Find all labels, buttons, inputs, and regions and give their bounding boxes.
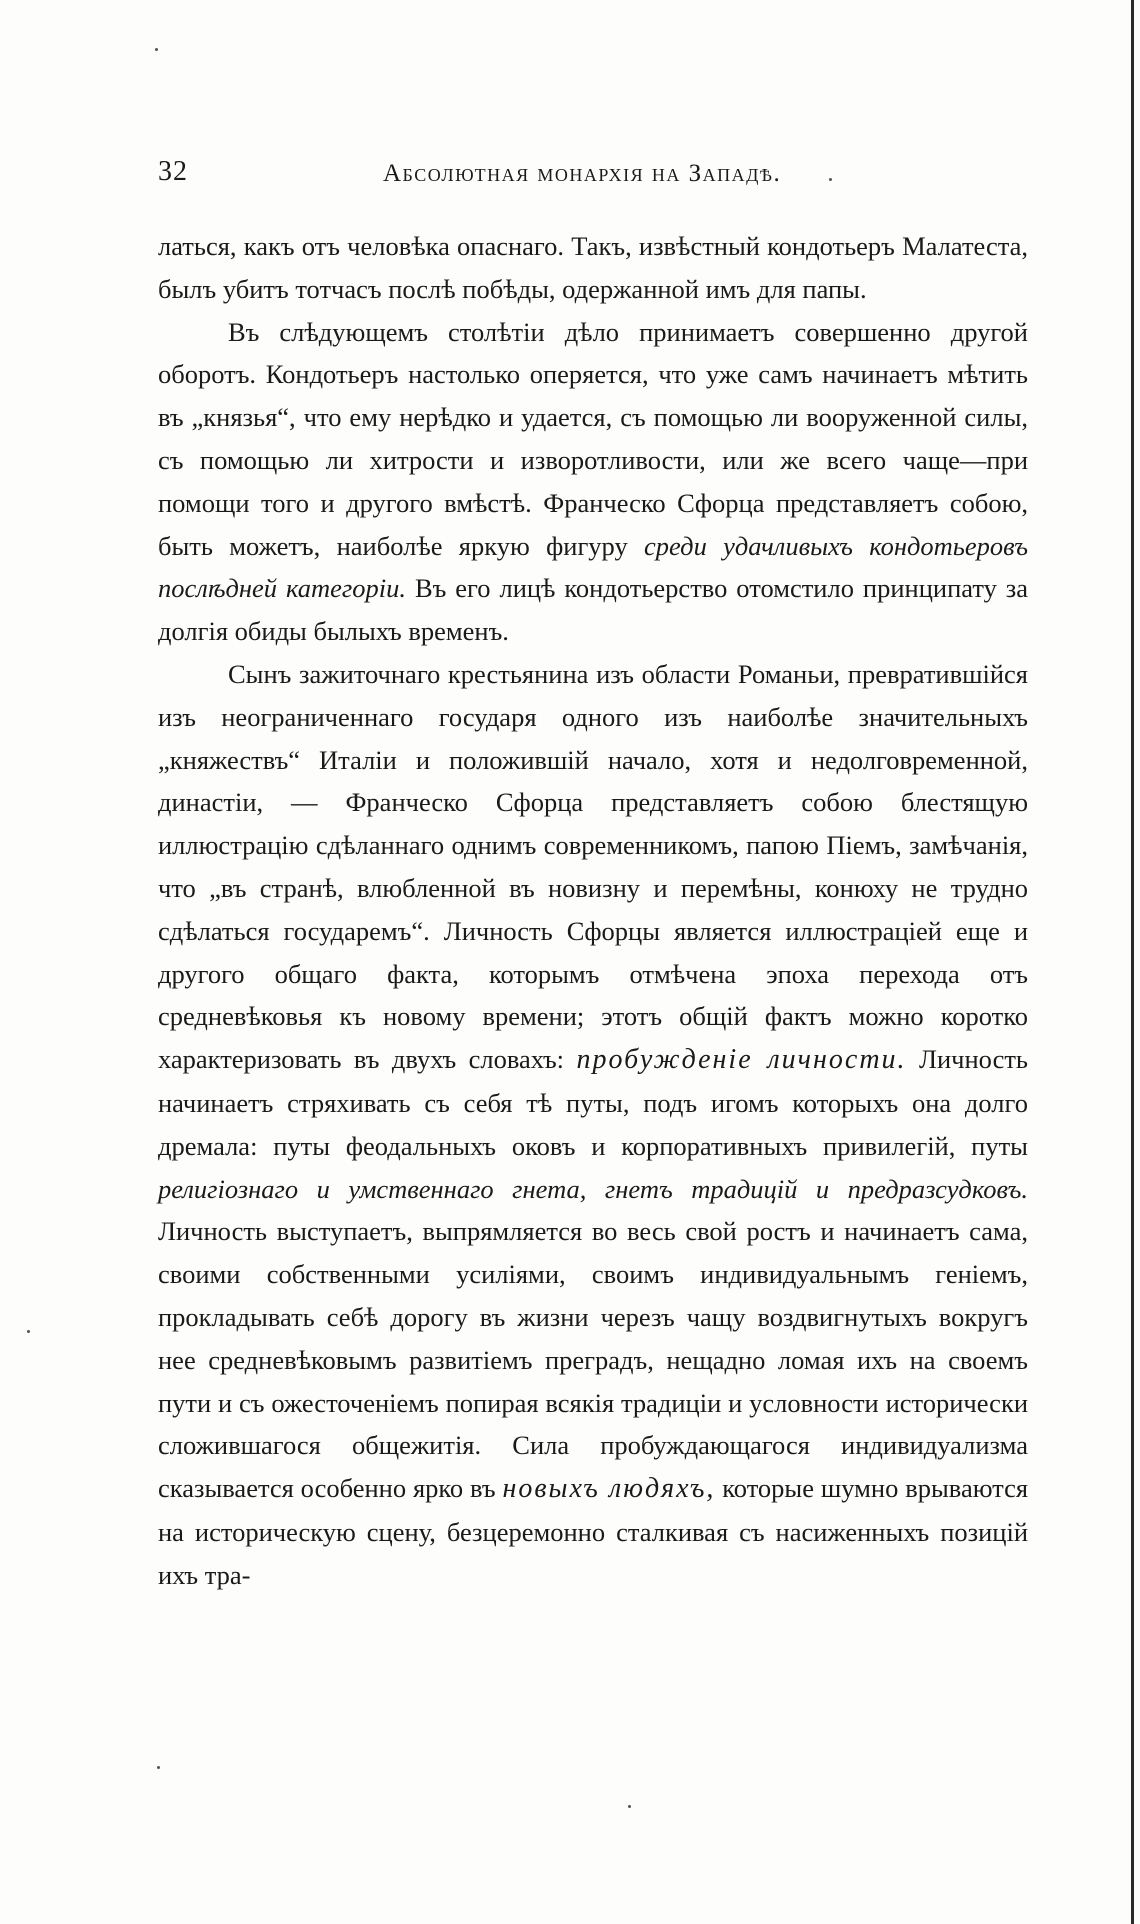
scan-speck bbox=[628, 1805, 631, 1808]
scan-speck bbox=[27, 1330, 30, 1333]
paragraph-3-italic: религіознаго и умственнаго гнета, гнетъ традицій и предразсудковъ. bbox=[158, 1173, 1028, 1204]
paragraph-3 bbox=[158, 653, 1028, 1597]
paragraph-2-italic: среди удачливыхъ кондотьеровъ послѣдней категоріи. bbox=[158, 530, 1029, 604]
paragraph-2 bbox=[158, 311, 1028, 653]
running-title: Абсолютная монархія на Западѣ. bbox=[383, 160, 782, 187]
paragraph-3-text-d: которые шумно врываются на историческую сцену, безцеремонно сталкивая съ насиженныхъ позицій ихъ тра- bbox=[158, 1473, 1029, 1590]
page-edge-line bbox=[1131, 0, 1134, 1924]
scan-speck bbox=[155, 48, 158, 51]
paragraph-2-text-a: Въ слѣдующемъ столѣтіи дѣло принимаетъ совершенно другой оборотъ. Кондотьеръ настолько оперяется, что уже самъ начинаетъ мѣтить въ „князья“, что ему нерѣдко и удается, съ помощью ли вооруженной силы, съ помощью ли хитрости и изворотливости, или же всего чаще—при помощи того и другого вмѣстѣ. Франческо Сфорца представляетъ собою, быть можетъ, наиболѣе яркую фигуру bbox=[158, 316, 1028, 561]
paragraph-3-spaced-emphasis-1: пробужденіе личности. bbox=[576, 1044, 907, 1076]
paragraph-1: латься, какъ отъ человѣка опаснаго. Такъ, извѣстный кондотьеръ Малатеста, былъ убитъ тотчасъ послѣ побѣды, одержанной имъ для папы. bbox=[158, 231, 1028, 304]
scan-speck bbox=[157, 1766, 160, 1769]
page-header bbox=[158, 156, 1028, 196]
scan-speck bbox=[829, 178, 832, 181]
page-number: 32 bbox=[158, 156, 188, 187]
paragraph-3-text-c: Личность выступаетъ, выпрямляется во весь свой ростъ и начинаетъ сама, своими собственными усиліями, своимъ индивидуальнымъ геніемъ, прокладывать себѣ дорогу въ жизни черезъ чащу воздвигнутыхъ вокругъ нее средневѣковымъ развитіемъ преградъ, нещадно ломая ихъ на своемъ пути и съ ожесточеніемъ попирая всякія традиціи и условности исторически сложившагося общежитія. Сила пробуждающагося индивидуализма сказывается особенно ярко въ bbox=[158, 1216, 1028, 1504]
paragraph-3-text-a: Сынъ зажиточнаго крестьянина изъ области Романьи, превратившійся изъ неограниченнаго государя одного изъ наиболѣе значительныхъ „княжествъ“ Италіи и положившій начало, хотя и недолговременной, династіи, — Франческо Сфорца представляетъ собою блестящую иллюстрацію сдѣланнаго однимъ современникомъ, папою Піемъ, замѣчанія, что „въ странѣ, влюбленной въ новизну и перемѣны, конюху не трудно сдѣлаться государемъ“. Личность Сфорцы является иллюстраціей еще и другого общаго факта, которымъ отмѣчена эпоха перехода отъ средневѣковья къ новому времени; этотъ общій фактъ можно коротко характеризовать въ двухъ словахъ: bbox=[158, 658, 1028, 1075]
paragraph-2-text-b: Въ его лицѣ кондотьерство отомстило принципату за долгія обиды былыхъ временъ. bbox=[158, 573, 1029, 647]
body-text bbox=[158, 225, 1028, 1597]
paragraph-3-text-b: Личность начинаетъ стряхивать съ себя тѣ путы, подъ игомъ которыхъ она долго дремала: путы феодальныхъ оковъ и корпоративныхъ привилегій, путы bbox=[158, 1044, 1029, 1161]
paragraph-3-spaced-emphasis-2: новыхъ людяхъ, bbox=[502, 1473, 716, 1505]
